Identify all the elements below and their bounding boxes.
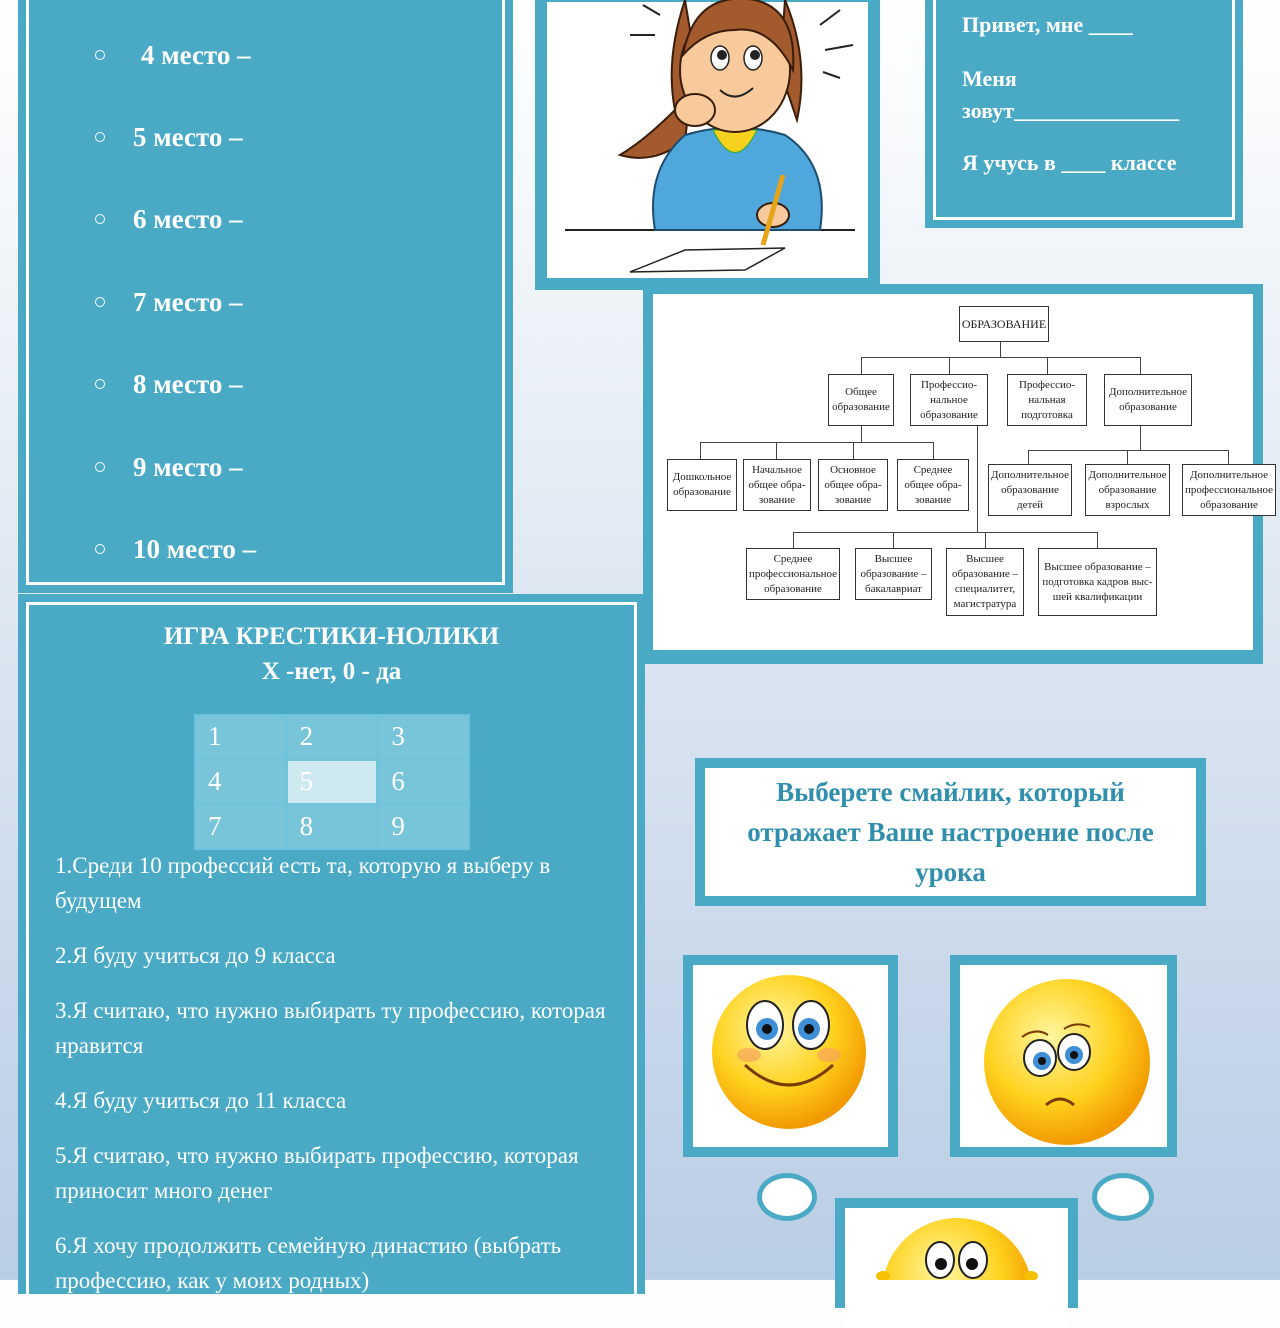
greeting-line-2a: Меня [962, 66, 1017, 91]
circle-bullet-icon [95, 544, 105, 554]
chart-node-add-professional: Дополнительное профессиональное образование [1182, 464, 1276, 516]
happy-smiley-icon [683, 955, 898, 1157]
circle-bullet-icon [95, 50, 105, 60]
chart-node-add-children: Дополнительное образование детей [988, 464, 1072, 516]
sad-smiley-icon [950, 955, 1177, 1157]
grid-cell[interactable]: 2 [288, 716, 377, 758]
grid-cell[interactable]: 4 [196, 761, 285, 803]
circle-bullet-icon [95, 379, 105, 389]
places-panel-border [26, 0, 505, 585]
greeting-line-2b: зовут_______________ [962, 98, 1180, 123]
greeting-line-3: Я учусь в ____ классе [962, 150, 1177, 175]
sad-smiley-card[interactable] [950, 955, 1177, 1157]
grid-cell[interactable]: 5 [288, 761, 377, 803]
circle-bullet-icon [95, 214, 105, 224]
neutral-smiley-icon [835, 1198, 1078, 1280]
chart-node-general: Общее образование [828, 374, 894, 426]
game-statement: 6.Я хочу продолжить семейную династию (выбрать профессию, как у моих родных) [55, 1233, 562, 1293]
grid-cell[interactable]: 8 [288, 806, 377, 848]
game-statement: 3.Я считаю, что нужно выбирать ту профессию, которая нравится [55, 998, 606, 1058]
mood-prompt-box [695, 758, 1206, 906]
place-label: 4 место – [141, 40, 251, 70]
place-label: 5 место – [133, 122, 243, 152]
chart-node-root: ОБРАЗОВАНИЕ [959, 306, 1049, 342]
greeting-line-1: Привет, мне ____ [962, 12, 1133, 37]
grid-cell[interactable]: 6 [379, 761, 468, 803]
tic-tac-toe-grid[interactable] [194, 714, 470, 850]
chart-node-training: Профессио-нальная подготовка [1007, 374, 1087, 426]
grid-cell[interactable]: 9 [379, 806, 468, 848]
circle-bullet-icon [95, 462, 105, 472]
game-statement: 5.Я считаю, что нужно выбирать профессию, которая приносит много денег [55, 1143, 579, 1203]
place-label: 9 место – [133, 452, 243, 482]
chart-node-preschool: Дошкольное образование [667, 459, 737, 511]
places-panel [18, 0, 513, 593]
place-label: 8 место – [133, 369, 243, 399]
grid-cell[interactable]: 1 [196, 716, 285, 758]
grid-cell[interactable]: 7 [196, 806, 285, 848]
circle-bullet-icon [95, 297, 105, 307]
circle-bullet-icon [95, 132, 105, 142]
left-speech-bubble [757, 1173, 817, 1221]
game-statement: 1.Среди 10 профессий есть та, которую я выберу в будущем [55, 853, 551, 913]
chart-node-vocational: Среднее профессиональное образование [746, 548, 840, 600]
happy-smiley-card[interactable] [683, 955, 898, 1157]
place-label: 7 место – [133, 287, 243, 317]
game-title: ИГРА КРЕСТИКИ-НОЛИКИ [163, 623, 500, 650]
girl-illustration-frame [535, 0, 880, 290]
chart-node-add-adults: Дополнительное образование взрослых [1085, 464, 1170, 516]
chart-node-master: Высшее образование – специалитет, магистратура [946, 548, 1024, 616]
chart-node-additional: Дополнительное образование [1104, 374, 1192, 426]
grid-cell[interactable]: 3 [379, 716, 468, 758]
neutral-smiley-card[interactable] [835, 1198, 1078, 1308]
game-statement: 2.Я буду учиться до 9 класса [55, 943, 336, 968]
chart-node-secondary: Среднее общее обра-зование [897, 459, 969, 511]
place-label: 6 место – [133, 204, 243, 234]
game-statement: 4.Я буду учиться до 11 класса [55, 1088, 347, 1113]
place-label: 10 место – [133, 534, 257, 564]
chart-node-basic: Основное общее обра-зование [818, 459, 888, 511]
chart-node-primary: Начальное общее обра-зование [743, 459, 811, 511]
mood-prompt-text: Выберете смайлик, который отражает Ваше настроение после урока [703, 766, 1198, 898]
chart-node-professional: Профессио-нальное образование [910, 374, 988, 426]
game-subtitle: Х -нет, 0 - да [261, 658, 402, 685]
chart-node-bachelor: Высшее образование – бакалавриат [855, 548, 932, 600]
chart-node-postgraduate: Высшее образование – подготовка кадров выс-шей квалификации [1038, 548, 1157, 616]
right-speech-bubble [1092, 1173, 1154, 1221]
thinking-girl-illustration [535, 0, 880, 290]
